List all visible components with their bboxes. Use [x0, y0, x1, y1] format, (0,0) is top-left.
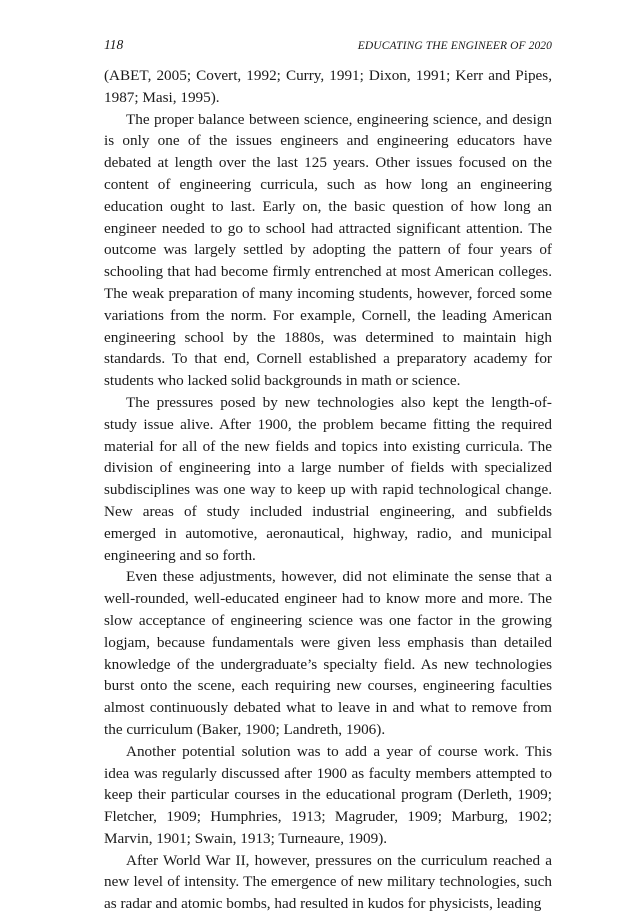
paragraph: The pressures posed by new technologies also kept the length-of-study issue alive. After 1900, the problem became fitting the required material for all of the new fields and topics into existing curricula. The division of engineering into a large number of fields with specialized subdisciplines was one way to keep up with rapid technological change. New areas of study included industrial engineering, and subfields emerged in automotive, aeronautical, highway, radio, and municipal engineering and so forth.: [104, 393, 552, 564]
paragraph: Even these adjustments, however, did not eliminate the sense that a well-rounded, well-educated engineer had to know more and more. The slow acceptance of engineering science was one factor in the growing logjam, because fundamentals were given less emphasis than detailed knowledge of the undergraduate’s specialty field. As new technologies burst onto the scene, each requiring new courses, engineering faculties almost continuously debated what to leave in and what to remove from the curriculum (Baker, 1900; Landreth, 1906).: [104, 568, 552, 738]
page-number: 118: [104, 37, 124, 52]
running-head: [104, 36, 552, 55]
book-page: [104, 36, 552, 915]
paragraph-continuation: (ABET, 2005; Covert, 1992; Curry, 1991; Dixon, 1991; Kerr and Pipes, 1987; Masi, 1995).: [104, 67, 552, 106]
paragraph: Another potential solution was to add a year of course work. This idea was regularly discussed after 1900 as faculty members attempted to keep their particular courses in the educational program (Derleth, 1909; Fletcher, 1909; Humphries, 1913; Magruder, 1909; Marburg, 1902; Marvin, 1901; Swain, 1913; Turneaure, 1909).: [104, 742, 552, 847]
running-title: EDUCATING THE ENGINEER OF 2020: [357, 40, 552, 52]
body-text: [104, 65, 552, 915]
paragraph: The proper balance between science, engineering science, and design is only one of the issues engineers and engineering educators have debated at length over the last 125 years. Other issues focused on the content of engineering curricula, such as how long an engineering education ought to last. Early on, the basic question of how long an engineer needed to go to school had attracted significant attention. The outcome was largely settled by adopting the pattern of four years of schooling that had become firmly entrenched at most American colleges. The weak preparation of many incoming students, however, forced some variations from the norm. For example, Cornell, the leading American engineering school by the 1880s, was determined to maintain high standards. To that end, Cornell established a preparatory academy for students who lacked solid backgrounds in math or science.: [104, 110, 552, 390]
paragraph: After World War II, however, pressures on the curriculum reached a new level of intensity. The emergence of new military technologies, such as radar and atomic bombs, had resulted in kudos for physicists, leading: [104, 851, 552, 913]
